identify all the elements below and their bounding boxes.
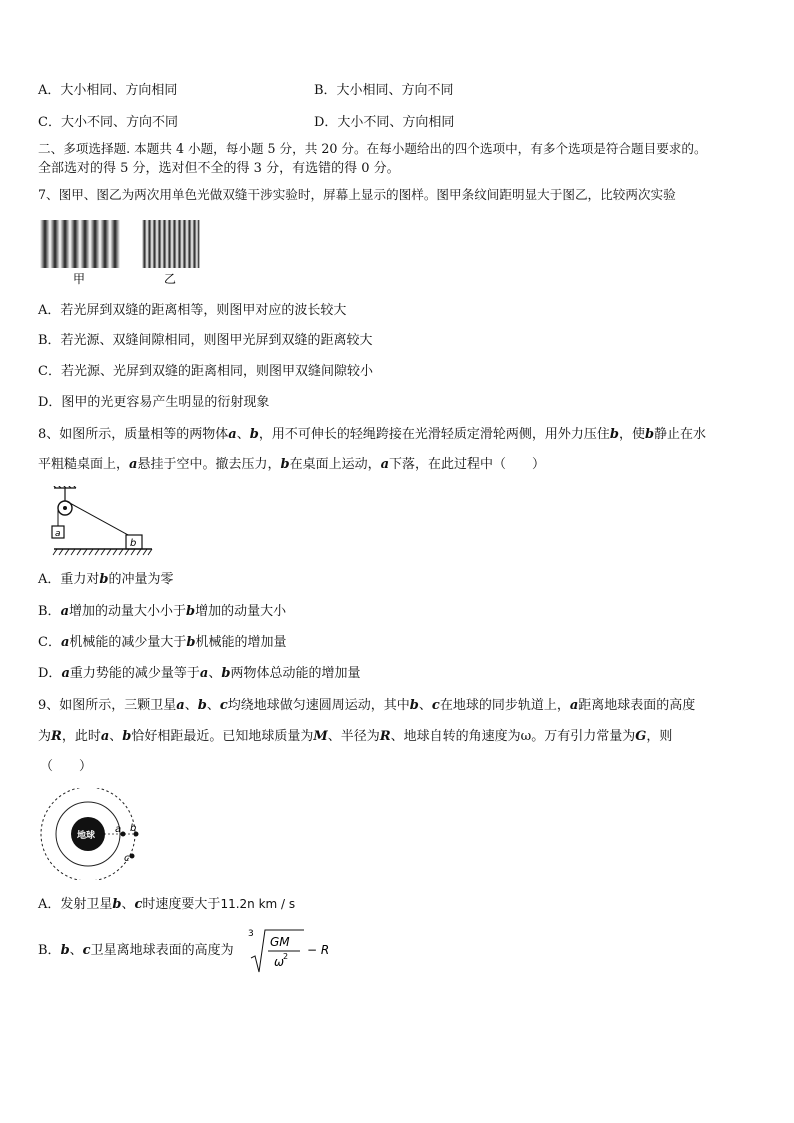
q8-option-a: A．重力对b的冲量为零	[38, 572, 174, 587]
q9-option-a-value: 11.2n km / s	[220, 897, 296, 911]
label-yi: 乙	[164, 272, 177, 286]
section2-line1: 二、多项选择题. 本题共 4 小题，每小题 5 分，共 20 分。在每小题给出的四个选项中，有多个选项是符合题目要求的。	[38, 141, 707, 156]
q7-option-b: B．若光源、双缝间隙相同，则图甲光屏到双缝的距离较大	[38, 333, 373, 348]
q9-stem-line3: （ ）	[40, 759, 93, 774]
formula-denominator: ω	[274, 955, 285, 969]
formula-numerator: GM	[270, 935, 290, 949]
label-jia: 甲	[73, 272, 86, 286]
q9-option-b: B．b、c卫星离地球表面的高度为	[38, 943, 234, 958]
svg-text:a: a	[55, 529, 61, 539]
q8-option-c: C．a机械能的减少量大于b机械能的增加量	[38, 635, 287, 650]
q8-option-d: D．a重力势能的减少量等于a、b两物体总动能的增加量	[38, 666, 361, 681]
svg-text:c: c	[124, 853, 130, 864]
fringe-pattern-yi	[142, 220, 200, 268]
q7-stem: 7、图甲、图乙为两次用单色光做双缝干涉实验时，屏幕上显示的图样。图甲条纹间距明显大于图乙，比较两次实验	[38, 187, 676, 202]
formula-minus-r: − R	[307, 943, 330, 957]
q9-stem-line1: 9、如图所示，三颗卫星a、b、c均绕地球做匀速圆周运动，其中b、c在地球的同步轨道上，a距离地球表面的高度	[38, 698, 696, 713]
q7-option-c: C．若光源、光屏到双缝的距离相同，则图甲双缝间隙较小	[38, 364, 373, 379]
q6-option-a: A．大小相同、方向相同	[38, 83, 178, 98]
formula-exponent: 2	[283, 952, 289, 961]
q9-option-b-formula	[246, 922, 336, 978]
svg-text:a: a	[115, 824, 122, 835]
fringe-pattern-jia	[40, 220, 120, 268]
svg-text:b: b	[130, 538, 137, 549]
q6-option-c: C．大小不同、方向不同	[38, 115, 178, 130]
root-index: 3	[248, 929, 254, 939]
q9-stem-line2: 为R，此时a、b恰好相距最近。已知地球质量为M、半径为R、地球自转的角速度为ω。万有引力常量为G，则	[38, 729, 673, 744]
satellite-a	[121, 832, 126, 837]
q8-stem-line2: 平粗糙桌面上，a悬挂于空中。撤去压力，b在桌面上运动，a下落，在此过程中（ ）	[38, 457, 546, 472]
q9-option-a: A．发射卫星b、c时速度要大于11.2n km / s	[38, 897, 296, 912]
q9-orbit-figure	[36, 788, 146, 880]
q7-fringe-figure	[40, 220, 210, 288]
earth-label: 地球	[77, 831, 96, 841]
svg-text:b: b	[130, 823, 137, 834]
satellite-c	[130, 854, 135, 859]
q6-option-b: B．大小相同、方向不同	[314, 83, 454, 98]
q6-option-d: D．大小不同、方向相同	[314, 115, 455, 130]
q8-option-b: B．a增加的动量大小小于b增加的动量大小	[38, 604, 287, 619]
q8-stem-line1: 8、如图所示，质量相等的两物体a、b，用不可伸长的轻绳跨接在光滑轻质定滑轮两侧，用外力压住b，使b静止在水	[38, 427, 707, 442]
q7-option-a: A．若光屏到双缝的距离相等，则图甲对应的波长较大	[38, 303, 347, 318]
section2-line2: 全部选对的得 5 分，选对但不全的得 3 分，有选错的得 0 分。	[38, 161, 400, 176]
q8-pulley-figure	[48, 486, 158, 562]
q7-option-d: D．图甲的光更容易产生明显的衍射现象	[38, 395, 270, 410]
